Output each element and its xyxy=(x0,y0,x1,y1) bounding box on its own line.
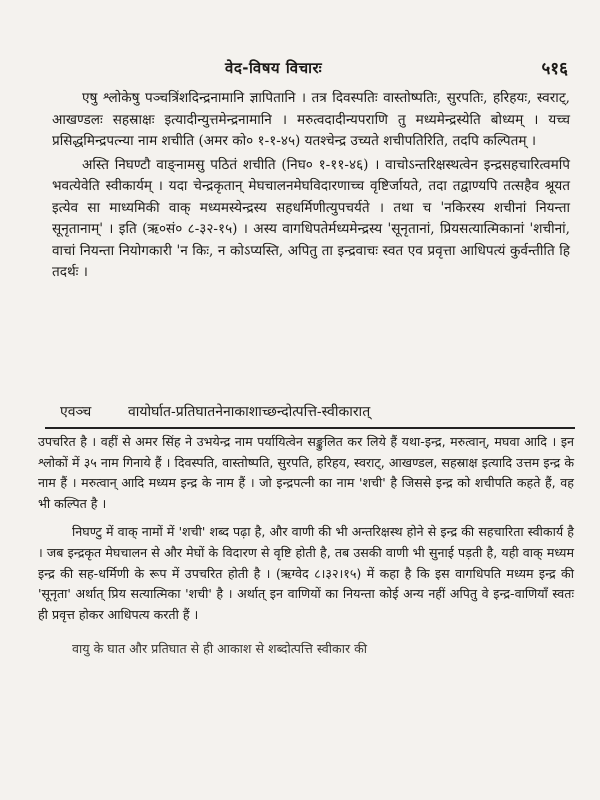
section-heading-lead: एवञ्च xyxy=(60,404,92,420)
sanskrit-paragraph: एषु श्लोकेषु पञ्चत्रिंशदिन्द्रनामानि ज्ञापितानि । तत्र दिवस्पतिः वास्तोष्पतिः, सुरपतिः, हरिहयः, स्वराट्, आखण्डलः सहस्राक्षः इत्यादीन्युत्तमेन्द्रनामानि । मरुत्वदादीन्यपराणि तु मध्यमेन्द्रस्येति बोध्यम् । यच्च प्रसिद्धमिन्द्रपत्न्या नाम शचीति (अमर को० १-१-४५) यतश्चेन्द्र उच्यते शचीपतिरिति, तदपि कल्पितम् । xyxy=(52,90,570,149)
hindi-paragraph: निघण्टु में वाक् नामों में 'शची' शब्द पढ़ा है, और वाणी की भी अन्तरिक्षस्थ होने से इन्द्र की सहचारिता स्वीकार्य है । जब इन्द्रकृत मेघचालन से और मेघों के विदारण से वृष्टि होती है, तब उसकी वाणी भी सुनाई पड़ती है, यही वाक् मध्यम इन्द्र की सह-धर्मिणी के रूप में उपचरित होती है । (ऋग्वेद ८।३२।१५) में कहा है कि इस वागधिपति मध्यम इन्द्र की 'सूनृता' अर्थात् प्रिय सत्यात्मिका 'शची' है । अर्थात् इन वाणियों का नियन्ता कोई अन्य नहीं अपितु वे इन्द्र-वाणियाँ स्वतः ही प्रवृत्त होकर आधिपत्य करती हैं । xyxy=(38,524,574,622)
hindi-paragraph: उपचरित है । वहीं से अमर सिंह ने उभयेन्द्र नाम पर्यायित्वेन सङ्कुलित कर लिये हैं यथा-इन्द्र, मरुत्वान्, मघवा आदि । इन श्लोकों में ३५ नाम गिनाये हैं । दिवस्पति, वास्तोष्पति, सुरपति, हरिहय, स्वराट्, आखण्डल, सहस्राक्ष इत्यादि उत्तम इन्द्र के नाम हैं । मरुत्वान् आदि मध्यम इन्द्र के नाम हैं । जो इन्द्रपत्नी का नाम 'शची' है जिससे इन्द्र को शचीपति कहते हैं, वह भी कल्पित है । xyxy=(38,434,574,511)
sanskrit-commentary xyxy=(52,88,570,284)
page-header xyxy=(0,58,600,78)
hindi-translation xyxy=(38,432,574,660)
section-heading-text: वायोर्घात-प्रतिघातनेनाकाशाच्छन्दोत्पत्ति-स्वीकारात् xyxy=(128,404,371,420)
sanskrit-paragraph: अस्ति निघण्टौ वाङ्नामसु पठितं शचीति (निघ० १-११-४६) । वाचोऽन्तरिक्षस्थत्वेन इन्द्रसहचारित्वमपि भवत्येवेति स्वीकार्यम् । यदा चेन्द्रकृतान् मेघचालनमेघविदारणाच्च वृष्टिर्जायते, तदा तद्वाण्यपि तत्सहैव श्रूयत इत्येव सा माध्यमिकी वाक् मध्यमस्येन्द्रस्य सहधर्मिणीत्युपचर्यते । तथा च 'नकिरस्य शचीनां नियन्ता सूनृतानाम्' । इति (ऋ०सं० ८-३२-१५) । अस्य वागधिपतेर्मध्यमेन्द्रस्य 'सूनृतानां, प्रियसत्यात्मिकानां 'शचीनां, वाचां नियन्ता नियोगकारी 'न किः, न कोऽप्यस्ति, अपितु ता इन्द्रवाचः स्वत एव प्रवृत्ता आधिपत्यं कुर्वन्तीति हि तदर्थः । xyxy=(52,156,570,280)
section-heading xyxy=(60,402,572,422)
page-number: ५१६ xyxy=(541,59,568,79)
section-divider xyxy=(45,427,575,429)
running-title: वेद-विषय विचारः xyxy=(225,59,323,77)
hindi-paragraph: वायु के घात और प्रतिघात से ही आकाश से शब्दोत्पत्ति स्वीकार की xyxy=(72,641,368,657)
